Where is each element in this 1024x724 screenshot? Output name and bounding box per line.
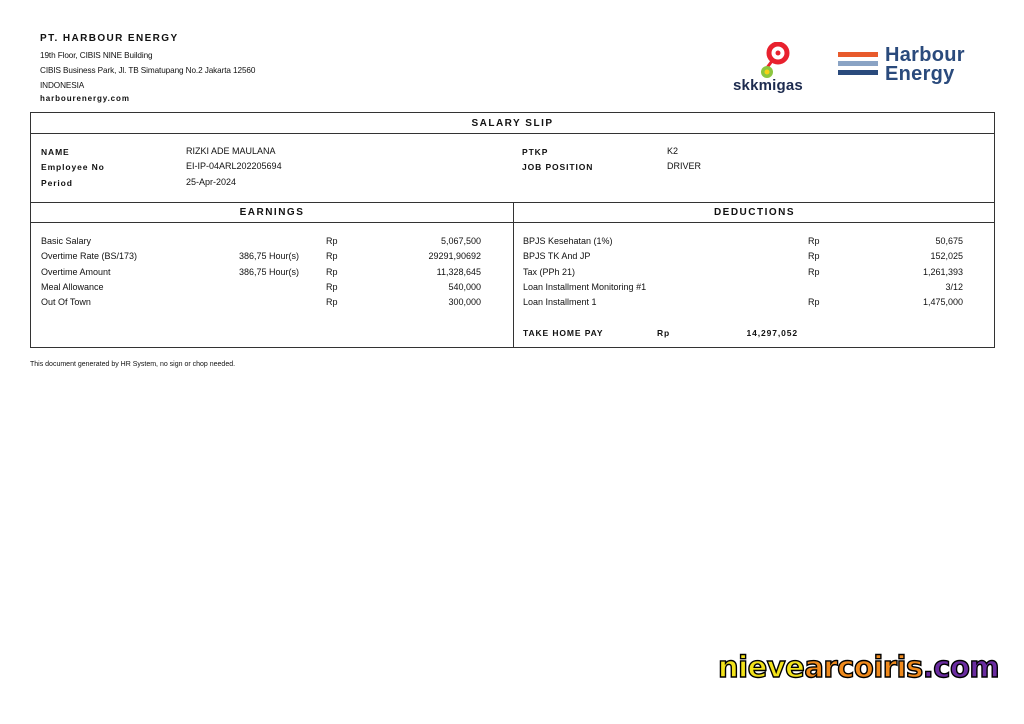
deduction-currency: Rp <box>808 267 820 277</box>
deduction-currency: Rp <box>808 236 820 246</box>
period-label: Period <box>41 178 73 188</box>
job-position-value: DRIVER <box>667 161 702 171</box>
harbour-energy-line-2: Energy <box>885 63 955 85</box>
earning-label: Overtime Rate (BS/173) <box>41 251 138 261</box>
harbour-energy-logo <box>838 46 968 90</box>
deduction-label: Loan Installment Monitoring #1 <box>523 282 647 292</box>
watermark-part-2: arcoiris <box>804 650 923 684</box>
period-value: 25-Apr-2024 <box>186 177 237 187</box>
ptkp-label: PTKP <box>522 147 549 157</box>
company-name: PT. HARBOUR ENERGY <box>40 33 179 44</box>
earnings-title: EARNINGS <box>239 207 305 218</box>
divider <box>31 133 994 134</box>
deduction-amount: 3/12 <box>945 282 963 292</box>
earning-amount: 300,000 <box>448 297 481 307</box>
earning-currency: Rp <box>326 267 338 277</box>
earning-quantity: 386,75 Hour(s) <box>238 251 299 261</box>
deduction-label: Loan Installment 1 <box>523 297 597 307</box>
employee-no-value: EI-IP-04ARL202205694 <box>186 161 282 171</box>
deduction-label: BPJS Kesehatan (1%) <box>523 236 613 246</box>
name-value: RIZKI ADE MAULANA <box>186 146 276 156</box>
skkmigas-emblem-icon <box>755 42 815 80</box>
salary-slip-title: SALARY SLIP <box>471 118 554 129</box>
employee-no-label: Employee No <box>41 162 105 172</box>
skkmigas-logo-text: skkmigas <box>733 77 803 94</box>
earning-label: Overtime Amount <box>41 267 111 277</box>
deductions-title: DEDUCTIONS <box>713 207 796 218</box>
deduction-amount: 1,261,393 <box>922 267 963 277</box>
salary-slip-table <box>30 112 995 348</box>
deduction-amount: 152,025 <box>930 251 963 261</box>
company-website: harbourenergy.com <box>40 94 130 103</box>
job-position-label: JOB POSITION <box>522 162 594 172</box>
company-address-line-2: CIBIS Business Park, Jl. TB Simatupang No.2 Jakarta 12560 <box>40 66 256 75</box>
company-address-line-1: 19th Floor, CIBIS NINE Building <box>40 51 153 60</box>
name-label: NAME <box>41 147 70 157</box>
harbour-energy-bars-icon <box>838 52 878 79</box>
column-divider <box>513 202 514 347</box>
earning-currency: Rp <box>326 297 338 307</box>
ptkp-value: K2 <box>667 146 679 156</box>
earning-amount: 540,000 <box>448 282 481 292</box>
deduction-currency: Rp <box>808 297 820 307</box>
divider <box>31 222 994 223</box>
watermark-part-1: nieve <box>718 650 805 684</box>
take-home-pay-label: TAKE HOME PAY <box>523 328 604 338</box>
earning-label: Out Of Town <box>41 297 91 307</box>
footnote: This document generated by HR System, no sign or chop needed. <box>30 361 236 368</box>
earning-amount: 5,067,500 <box>440 236 481 246</box>
earning-quantity: 386,75 Hour(s) <box>238 267 299 277</box>
harbour-energy-wordmark <box>885 46 965 84</box>
harbour-energy-line-1: Harbour <box>885 44 965 66</box>
watermark-part-3: .com <box>922 650 1000 684</box>
earning-amount: 29291,90692 <box>428 251 481 261</box>
deduction-label: BPJS TK And JP <box>523 251 591 261</box>
take-home-pay-amount: 14,297,052 <box>746 328 798 338</box>
deduction-amount: 1,475,000 <box>922 297 963 307</box>
company-address-line-3: INDONESIA <box>40 81 85 90</box>
earning-amount: 11,328,645 <box>436 267 481 277</box>
earning-currency: Rp <box>326 282 338 292</box>
deduction-currency: Rp <box>808 251 820 261</box>
deduction-label: Tax (PPh 21) <box>523 267 576 277</box>
deduction-amount: 50,675 <box>935 236 963 246</box>
skkmigas-logo <box>733 42 823 94</box>
earning-label: Basic Salary <box>41 236 92 246</box>
take-home-pay-currency: Rp <box>657 328 671 338</box>
watermark <box>718 650 999 684</box>
earning-label: Meal Allowance <box>41 282 104 292</box>
earning-currency: Rp <box>326 236 338 246</box>
earning-currency: Rp <box>326 251 338 261</box>
